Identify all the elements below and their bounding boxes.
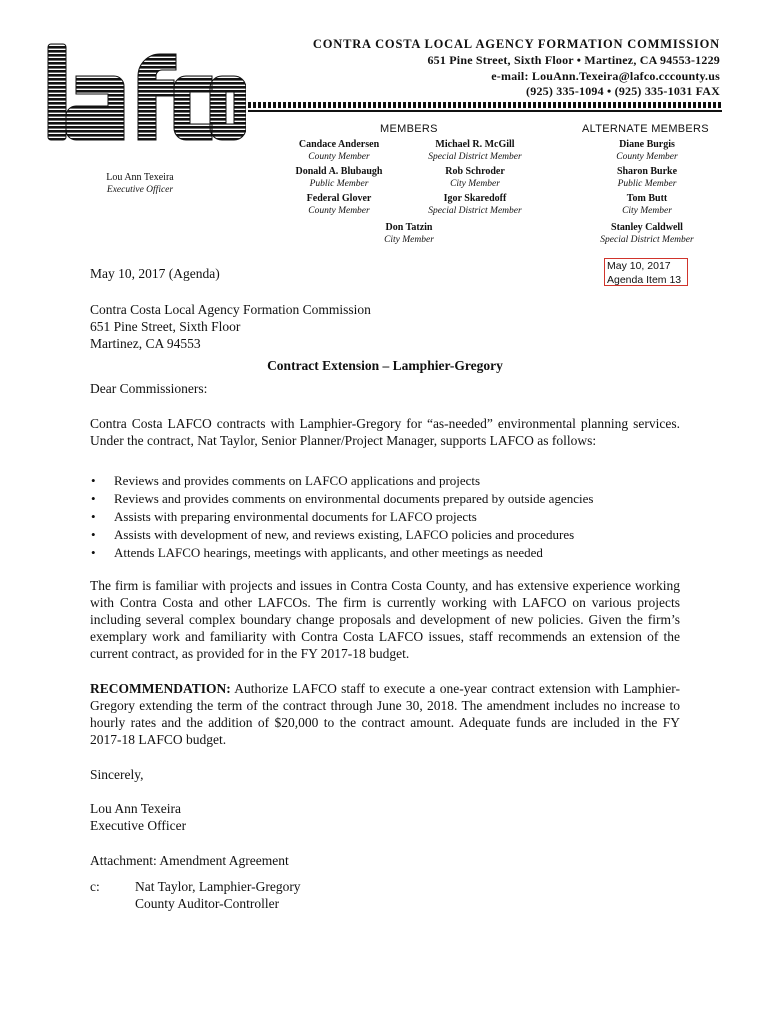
cc-block: [90, 878, 680, 912]
member-name: Don Tatzin: [385, 222, 433, 233]
list-item: • Assists with preparing environmental documents for LAFCO projects: [90, 508, 680, 526]
member-name: Donald A. Blubaugh: [295, 166, 383, 177]
member-role: Public Member: [617, 179, 677, 189]
list-item: • Attends LAFCO hearings, meetings with applicants, and other meetings as needed: [90, 544, 680, 562]
addressee-line: Martinez, CA 94553: [90, 336, 201, 351]
list-item: • Assists with development of new, and reviews existing, LAFCO policies and procedures: [90, 526, 680, 544]
agenda-item: Agenda Item 13: [607, 274, 682, 286]
body-paragraph: The firm is familiar with projects and issues in Contra Costa County, and has extensive experience working with Contra Costa and other LAFCOs. The firm is currently working with LAFCO on various projects including several complex boundary change proposals and development of new policies. Given the firm’s exemplary work and familiarity with Contra Costa LAFCO issues, staff recommends an extension of the current contract, as provided for in the FY 2017-18 budget.: [90, 578, 680, 661]
member-role: City Member: [384, 235, 434, 245]
officer-role: Executive Officer: [106, 185, 174, 195]
alternate-member: [572, 139, 722, 163]
recommendation-text: Authorize LAFCO staff to execute a one-year contract extension with Lamphier-Gregory extending the term of the contract through June 30, 2018. The amendment includes no increase to hourly rates and the addition of $20,000 to the contract amount. Adequate funds are included in the FY 2017-18 LAFCO budget.: [90, 681, 680, 747]
member: [334, 222, 484, 246]
addressee-line: Contra Costa Local Agency Formation Commission: [90, 302, 371, 317]
org-phones: (925) 335-1094 • (925) 335-1031 FAX: [526, 84, 720, 98]
recommendation-label: RECOMMENDATION:: [90, 681, 231, 696]
member-name: Igor Skaredoff: [443, 193, 507, 204]
member-role: Special District Member: [428, 206, 522, 216]
addressee-block: [90, 301, 680, 352]
salutation: Dear Commissioners:: [90, 381, 208, 396]
member-role: City Member: [622, 206, 672, 216]
list-item: • Reviews and provides comments on LAFCO applications and projects: [90, 472, 680, 490]
signer-name: Lou Ann Texeira: [90, 801, 182, 816]
letterhead-rule: [248, 102, 722, 108]
member-name: Stanley Caldwell: [611, 222, 683, 233]
alternate-member: [572, 193, 722, 217]
recommendation-paragraph: [90, 680, 680, 748]
member-name: Federal Glover: [306, 193, 372, 204]
member-role: Special District Member: [600, 235, 694, 245]
closing: Sincerely,: [90, 767, 144, 782]
signature-block: [90, 800, 680, 834]
duties-list: [90, 472, 680, 562]
letter-date: May 10, 2017 (Agenda): [90, 266, 220, 281]
members-heading: MEMBERS: [380, 123, 438, 135]
agenda-date: May 10, 2017: [607, 260, 671, 272]
member: [400, 139, 550, 163]
org-email: e-mail: LouAnn.Texeira@lafco.cccounty.us: [491, 69, 720, 83]
alternate-member: [572, 222, 722, 246]
member-name: Michael R. McGill: [435, 139, 515, 150]
cc-recipient: Nat Taylor, Lamphier-Gregory: [135, 879, 301, 894]
alternates-heading: ALTERNATE MEMBERS: [582, 123, 709, 135]
member-role: Public Member: [309, 179, 369, 189]
list-item: • Reviews and provides comments on environmental documents prepared by outside agencies: [90, 490, 680, 508]
intro-paragraph: Contra Costa LAFCO contracts with Lamphier-Gregory for “as-needed” environmental planning services. Under the contract, Nat Taylor, Senior Planner/Project Manager, supports LAFCO as follows:: [90, 416, 680, 448]
org-address: 651 Pine Street, Sixth Floor • Martinez, CA 94553-1229: [427, 53, 720, 67]
signer-title: Executive Officer: [90, 818, 187, 833]
officer-name: Lou Ann Texeira: [106, 172, 174, 183]
member: [400, 193, 550, 217]
lafco-logo: [46, 42, 246, 146]
member-name: Tom Butt: [626, 193, 668, 204]
org-name: CONTRA COSTA LOCAL AGENCY FORMATION COMMISSION: [312, 37, 720, 51]
member: [264, 139, 414, 163]
member-name: Rob Schroder: [445, 166, 505, 177]
member-role: County Member: [616, 152, 678, 162]
cc-recipient: County Auditor-Controller: [135, 896, 280, 911]
cc-label: c:: [90, 879, 100, 894]
member: [264, 166, 414, 190]
member: [400, 166, 550, 190]
member-name: Diane Burgis: [619, 139, 675, 150]
executive-officer: [80, 172, 200, 196]
member-name: Candace Andersen: [298, 139, 380, 150]
letterhead-rule-line: [248, 110, 722, 112]
alternate-member: [572, 166, 722, 190]
member-name: Sharon Burke: [616, 166, 678, 177]
member: [264, 193, 414, 217]
member-role: City Member: [450, 179, 500, 189]
member-role: County Member: [308, 152, 370, 162]
addressee-line: 651 Pine Street, Sixth Floor: [90, 319, 241, 334]
letter-subject: Contract Extension – Lamphier-Gregory: [267, 358, 503, 373]
member-role: County Member: [308, 206, 370, 216]
member-role: Special District Member: [428, 152, 522, 162]
attachment-note: Attachment: Amendment Agreement: [90, 853, 289, 868]
